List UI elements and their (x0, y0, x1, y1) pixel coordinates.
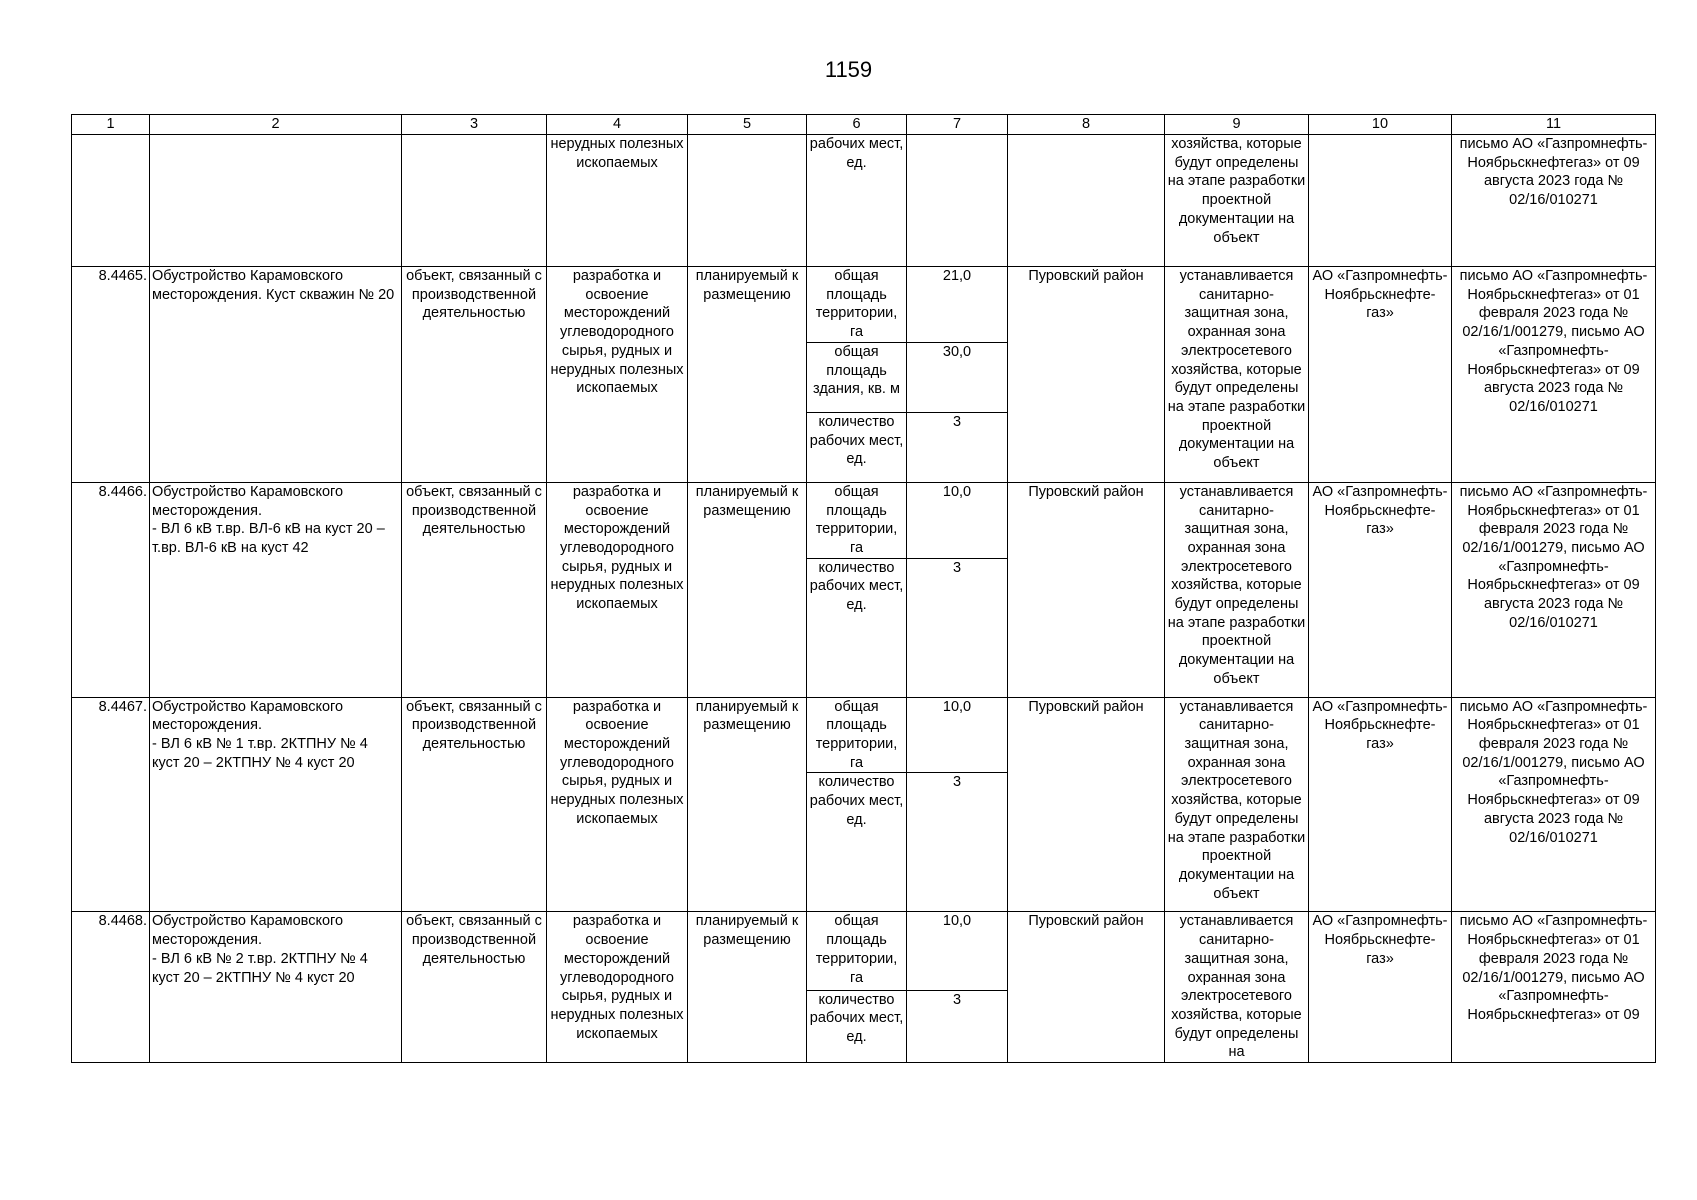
row-number: 8.4468. (72, 912, 150, 1063)
param-label: общая площадь территории, га (807, 267, 907, 343)
cell-empty (72, 135, 150, 267)
object-type: объект, связанный с производственной деятельностью (402, 482, 547, 697)
cell-empty (907, 135, 1008, 267)
cell-empty (1309, 135, 1452, 267)
object-name: Обустройство Карамовского месторождения. - ВЛ 6 кВ т.вр. ВЛ-6 кВ на куст 20 – т.вр. ВЛ-6 кВ на куст 42 (150, 482, 402, 697)
object-status: планируемый к размещению (688, 912, 807, 1063)
cell-empty (150, 135, 402, 267)
row-number: 8.4467. (72, 697, 150, 912)
object-name: Обустройство Карамовского месторождения. Куст скважин № 20 (150, 267, 402, 483)
object-status: планируемый к размещению (688, 482, 807, 697)
owner: АО «Газпромнефть-Ноябрьскнефте-газ» (1309, 912, 1452, 1063)
param-value: 30,0 (907, 342, 1008, 412)
basis: письмо АО «Газпромнефть-Ноябрьскнефтегаз» от 01 февраля 2023 года № 02/16/1/001279, письмо АО «Газпромнефть-Ноябрьскнефтегаз» от 09 августа 2023 года № 02/16/010271 (1452, 697, 1656, 912)
cell-empty (688, 135, 807, 267)
row-number: 8.4465. (72, 267, 150, 483)
column-number: 11 (1452, 115, 1656, 135)
column-number: 10 (1309, 115, 1452, 135)
cell-basis: письмо АО «Газпромнефть-Ноябрьскнефтегаз» от 09 августа 2023 года № 02/16/010271 (1452, 135, 1656, 267)
param-label: общая площадь территории, га (807, 697, 907, 773)
row-number: 8.4466. (72, 482, 150, 697)
column-numbers-row (72, 115, 1656, 135)
object-type: объект, связанный с производственной деятельностью (402, 267, 547, 483)
param-label: количество рабочих мест, ед. (807, 558, 907, 697)
location: Пуровский район (1008, 912, 1165, 1063)
column-number: 5 (688, 115, 807, 135)
object-name: Обустройство Карамовского месторождения. - ВЛ 6 кВ № 1 т.вр. 2КТПНУ № 4 куст 20 – 2КТПНУ № 4 куст 20 (150, 697, 402, 912)
param-value: 10,0 (907, 697, 1008, 773)
object-purpose: разработка и освоение месторождений углеводородного сырья, рудных и нерудных полезных ископаемых (547, 482, 688, 697)
cell-param-label: рабочих мест, ед. (807, 135, 907, 267)
object-type: объект, связанный с производственной деятельностью (402, 697, 547, 912)
owner: АО «Газпромнефть-Ноябрьскнефте-газ» (1309, 482, 1452, 697)
param-label: количество рабочих мест, ед. (807, 773, 907, 912)
cell-purpose: нерудных полезных ископаемых (547, 135, 688, 267)
owner: АО «Газпромнефть-Ноябрьскнефте-газ» (1309, 267, 1452, 483)
zones: устанавливается санитарно-защитная зона, охранная зона электросетевого хозяйства, которые будут определены на этапе разработки проектной документации на объект (1165, 697, 1309, 912)
cell-zones: хозяйства, которые будут определены на этапе разработки проектной документации на объект (1165, 135, 1309, 267)
basis: письмо АО «Газпромнефть-Ноябрьскнефтегаз» от 01 февраля 2023 года № 02/16/1/001279, письмо АО «Газпромнефть-Ноябрьскнефтегаз» от 09 (1452, 912, 1656, 1063)
column-number: 8 (1008, 115, 1165, 135)
param-label: количество рабочих мест, ед. (807, 990, 907, 1062)
param-value: 3 (907, 558, 1008, 697)
object-purpose: разработка и освоение месторождений углеводородного сырья, рудных и нерудных полезных ископаемых (547, 697, 688, 912)
zones: устанавливается санитарно-защитная зона, охранная зона электросетевого хозяйства, которые будут определены на этапе разработки проектной документации на объект (1165, 482, 1309, 697)
param-value: 3 (907, 773, 1008, 912)
column-number: 4 (547, 115, 688, 135)
object-name: Обустройство Карамовского месторождения. - ВЛ 6 кВ № 2 т.вр. 2КТПНУ № 4 куст 20 – 2КТПНУ № 4 куст 20 (150, 912, 402, 1063)
basis: письмо АО «Газпромнефть-Ноябрьскнефтегаз» от 01 февраля 2023 года № 02/16/1/001279, письмо АО «Газпромнефть-Ноябрьскнефтегаз» от 09 августа 2023 года № 02/16/010271 (1452, 482, 1656, 697)
cell-empty (402, 135, 547, 267)
object-type: объект, связанный с производственной деятельностью (402, 912, 547, 1063)
param-label: общая площадь территории, га (807, 912, 907, 990)
column-number: 1 (72, 115, 150, 135)
column-number: 2 (150, 115, 402, 135)
continuation-row (72, 135, 1656, 267)
param-value: 10,0 (907, 482, 1008, 558)
column-number: 6 (807, 115, 907, 135)
owner: АО «Газпромнефть-Ноябрьскнефте-газ» (1309, 697, 1452, 912)
location: Пуровский район (1008, 697, 1165, 912)
zones: устанавливается санитарно-защитная зона, охранная зона электросетевого хозяйства, которые будут определены на (1165, 912, 1309, 1063)
zones: устанавливается санитарно-защитная зона, охранная зона электросетевого хозяйства, которые будут определены на этапе разработки проектной документации на объект (1165, 267, 1309, 483)
param-value: 3 (907, 412, 1008, 482)
location: Пуровский район (1008, 267, 1165, 483)
param-value: 10,0 (907, 912, 1008, 990)
cell-empty (1008, 135, 1165, 267)
object-status: планируемый к размещению (688, 697, 807, 912)
page-number: 1159 (824, 57, 873, 82)
param-label: общая площадь здания, кв. м (807, 342, 907, 412)
column-number: 7 (907, 115, 1008, 135)
basis: письмо АО «Газпромнефть-Ноябрьскнефтегаз» от 01 февраля 2023 года № 02/16/1/001279, письмо АО «Газпромнефть-Ноябрьскнефтегаз» от 09 августа 2023 года № 02/16/010271 (1452, 267, 1656, 483)
registry-table (71, 114, 1656, 1063)
table-row (72, 912, 1656, 990)
object-status: планируемый к размещению (688, 267, 807, 483)
param-label: количество рабочих мест, ед. (807, 412, 907, 482)
column-number: 3 (402, 115, 547, 135)
table-row (72, 697, 1656, 773)
param-label: общая площадь территории, га (807, 482, 907, 558)
object-purpose: разработка и освоение месторождений углеводородного сырья, рудных и нерудных полезных ископаемых (547, 267, 688, 483)
object-purpose: разработка и освоение месторождений углеводородного сырья, рудных и нерудных полезных ископаемых (547, 912, 688, 1063)
table-row (72, 267, 1656, 343)
column-number: 9 (1165, 115, 1309, 135)
location: Пуровский район (1008, 482, 1165, 697)
table-row (72, 482, 1656, 558)
param-value: 3 (907, 990, 1008, 1062)
param-value: 21,0 (907, 267, 1008, 343)
